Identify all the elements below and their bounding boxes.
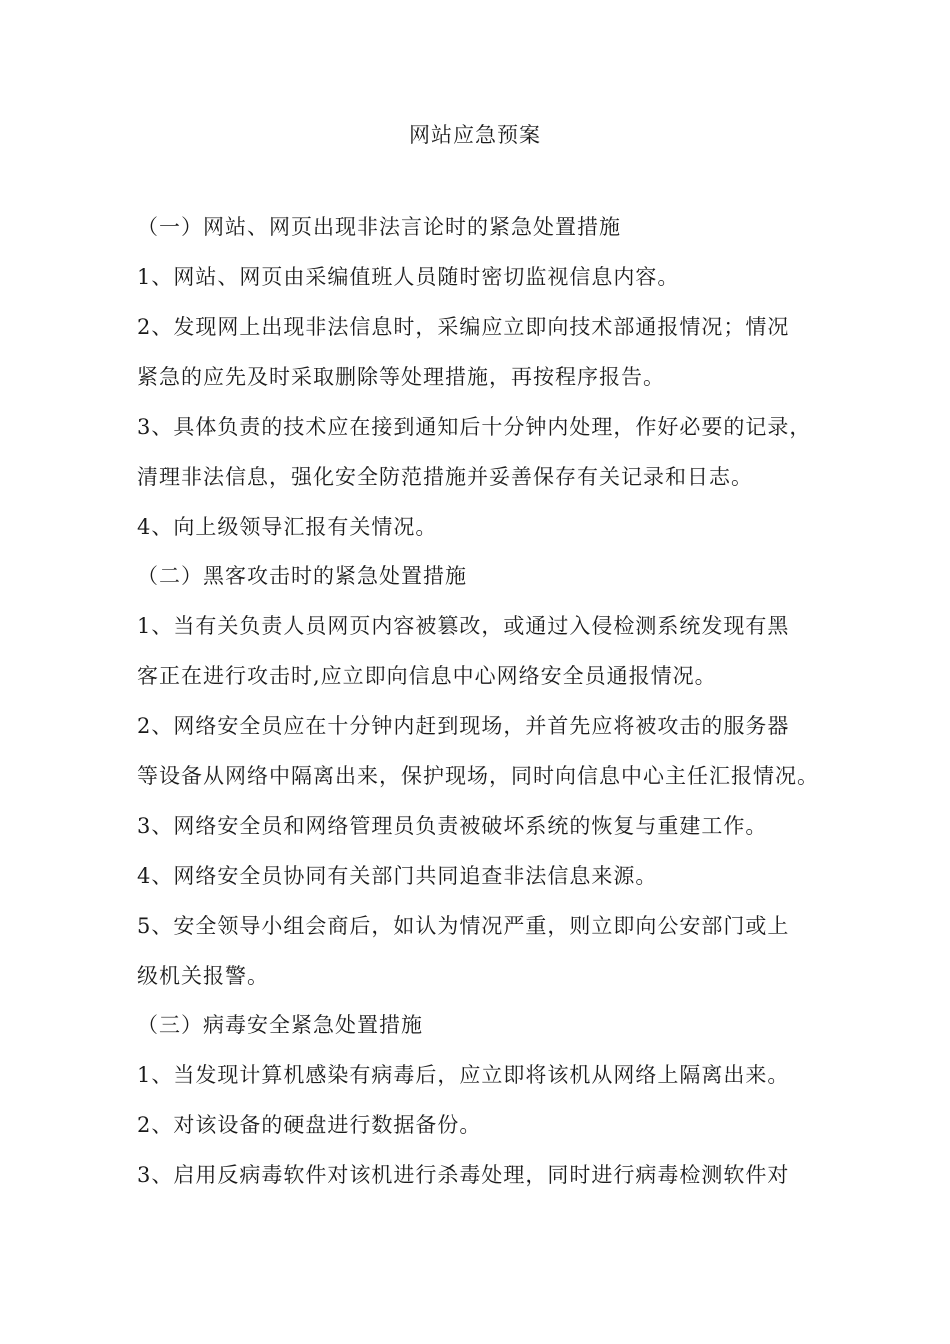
paragraph-line: 级机关报警。: [137, 964, 269, 988]
paragraph-line: 3、具体负责的技术应在接到通知后十分钟内处理，作好必要的记录，: [137, 415, 812, 439]
paragraph-line: 3、网络安全员和网络管理员负责被破坏系统的恢复与重建工作。: [137, 814, 768, 838]
paragraph-line: 4、向上级领导汇报有关情况。: [137, 515, 438, 539]
paragraph-line: 1、网站、网页由采编值班人员随时密切监视信息内容。: [137, 265, 680, 289]
paragraph-line: 2、对该设备的硬盘进行数据备份。: [137, 1113, 482, 1137]
section-heading-3: （三）病毒安全紧急处置措施: [137, 1013, 423, 1037]
paragraph-line: 清理非法信息，强化安全防范措施并妥善保存有关记录和日志。: [137, 465, 753, 489]
section-heading-2: （二）黑客攻击时的紧急处置措施: [137, 564, 467, 588]
paragraph-line: 1、当发现计算机感染有病毒后，应立即将该机从网络上隔离出来。: [137, 1063, 790, 1087]
paragraph-line: 客正在进行攻击时,应立即向信息中心网络安全员通报情况。: [137, 664, 717, 688]
paragraph-line: 1、当有关负责人员网页内容被篡改，或通过入侵检测系统发现有黑: [137, 614, 790, 638]
paragraph-line: 5、安全领导小组会商后，如认为情况严重，则立即向公安部门或上: [137, 914, 790, 938]
paragraph-line: 3、启用反病毒软件对该机进行杀毒处理，同时进行病毒检测软件对: [137, 1163, 790, 1187]
paragraph-line: 2、网络安全员应在十分钟内赶到现场，并首先应将被攻击的服务器: [137, 714, 790, 738]
paragraph-line: 紧急的应先及时采取删除等处理措施，再按程序报告。: [137, 365, 665, 389]
section-heading-1: （一）网站、网页出现非法言论时的紧急处置措施: [137, 215, 621, 239]
document-title: 网站应急预案: [409, 123, 541, 147]
paragraph-line: 4、网络安全员协同有关部门共同追查非法信息来源。: [137, 864, 658, 888]
paragraph-line: 2、发现网上出现非法信息时，采编应立即向技术部通报情况；情况: [137, 315, 790, 339]
paragraph-line: 等设备从网络中隔离出来，保护现场，同时向信息中心主任汇报情况。: [137, 764, 819, 788]
